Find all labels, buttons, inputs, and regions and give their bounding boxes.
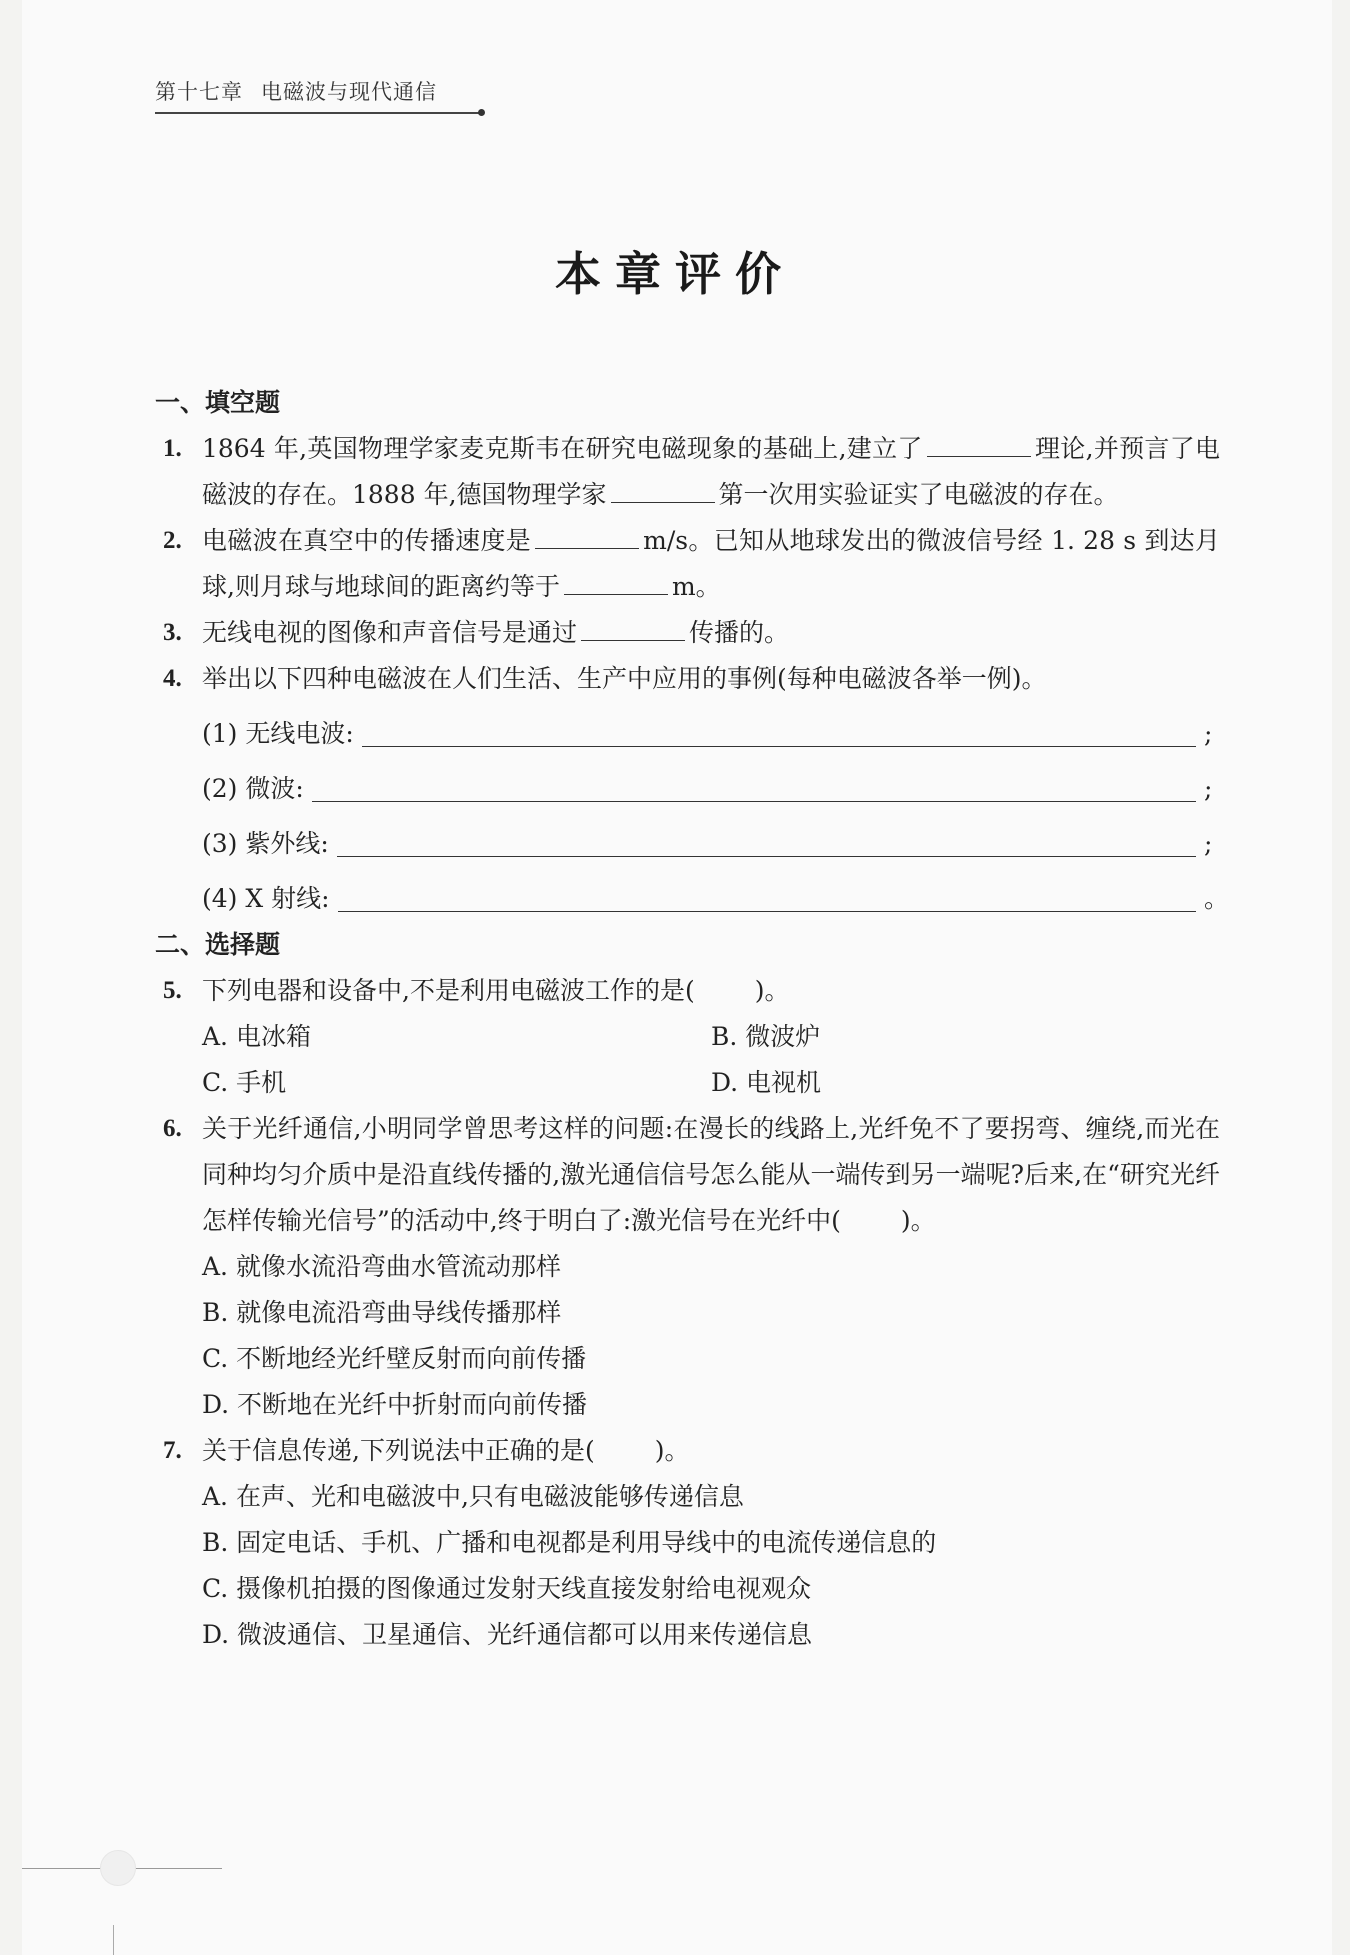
punctuation: ; [1204,719,1213,748]
answer-blank[interactable] [581,610,685,641]
question-text: m/s。已知从地球发出的微波信号经 1. 28 s 到达月球,则月球与地球间的距离约等于 [202,526,1220,601]
question-1 [155,426,1220,518]
question-text: 关于光纤通信,小明同学曾思考这样的问题:在漫长的线路上,光纤免不了要拐弯、缠绕,而光在同种均匀介质中是沿直线传播的,激光通信信号怎么能从一端传到另一端呢?后来,在“研究光纤怎样传输光信号”的活动中,终于明白了:激光信号在光纤中( [202,1114,1220,1235]
answer-row-radio [155,702,1220,757]
answer-label: (3) 紫外线: [202,829,329,858]
punctuation: 。 [1204,884,1230,913]
option-b[interactable]: B. 微波炉 [711,1022,821,1051]
question-text: )。 [754,976,790,1005]
answer-line[interactable] [338,911,1196,912]
question-text: 理论,并预言了电磁波的存在。1888 年,德国物理学家 [202,434,1221,509]
option-b[interactable]: B. 就像电流沿弯曲导线传播那样 [202,1298,562,1327]
answer-row-microwave [155,757,1220,812]
answer-label: (2) 微波: [202,774,304,803]
question-text: 下列电器和设备中,不是利用电磁波工作的是( [202,976,695,1005]
question-text: 传播的。 [689,618,790,647]
question-5 [155,968,1220,1014]
answer-blank[interactable] [535,518,639,549]
option-a[interactable]: A. 就像水流沿弯曲水管流动那样 [202,1252,561,1281]
question-text: 举出以下四种电磁波在人们生活、生产中应用的事例(每种电磁波各举一例)。 [202,664,1047,693]
question-number: 4. [163,665,182,692]
question-text: )。 [654,1436,690,1465]
answer-label: (4) X 射线: [202,884,330,913]
option-c[interactable]: C. 不断地经光纤壁反射而向前传播 [202,1344,587,1373]
section-multiple-choice: 二、选择题 [155,930,281,959]
question-number: 1. [163,435,182,462]
question-text: 电磁波在真空中的传播速度是 [202,526,532,555]
option-b[interactable]: B. 固定电话、手机、广播和电视都是利用导线中的电流传递信息的 [202,1528,937,1557]
footer-tick [113,1925,114,1955]
option-c[interactable]: C. 手机 [202,1068,287,1097]
question-number: 3. [163,619,182,646]
punctuation: ; [1204,829,1213,858]
options-row [155,1014,1220,1060]
exercise-content [155,380,1230,1658]
options-row [155,1060,1220,1106]
punctuation: ; [1204,774,1213,803]
header-rule [155,112,480,114]
option-d[interactable]: D. 不断地在光纤中折射而向前传播 [202,1390,588,1419]
option-c[interactable]: C. 摄像机拍摄的图像通过发射天线直接发射给电视观众 [202,1574,812,1603]
question-3 [155,610,1220,656]
option-a[interactable]: A. 在声、光和电磁波中,只有电磁波能够传递信息 [202,1482,744,1511]
question-number: 2. [163,527,182,554]
answer-blank[interactable] [564,564,668,595]
option-d[interactable]: D. 微波通信、卫星通信、光纤通信都可以用来传递信息 [202,1620,813,1649]
question-2 [155,518,1220,610]
question-text: 关于信息传递,下列说法中正确的是( [202,1436,595,1465]
question-7 [155,1428,1220,1474]
answer-label: (1) 无线电波: [202,719,354,748]
answer-line[interactable] [337,856,1196,857]
question-text: 无线电视的图像和声音信号是通过 [202,618,578,647]
question-text: 第一次用实验证实了电磁波的存在。 [718,480,1119,509]
answer-line[interactable] [312,801,1196,802]
answer-blank[interactable] [611,472,715,503]
option-a[interactable]: A. 电冰箱 [202,1022,311,1051]
answer-row-xray [155,867,1230,922]
question-text: )。 [900,1206,936,1235]
answer-line[interactable] [362,746,1196,747]
question-number: 7. [163,1437,182,1464]
question-number: 5. [163,977,182,1004]
chapter-title: 电磁波与现代通信 [261,80,437,104]
question-4 [155,656,1220,702]
section-fill-in: 一、填空题 [155,388,281,417]
question-text: 1864 年,英国物理学家麦克斯韦在研究电磁现象的基础上,建立了 [202,434,923,463]
answer-blank[interactable] [927,426,1031,457]
header-rule-dot [478,109,485,116]
chapter-number: 第十七章 [155,80,243,104]
question-6 [155,1106,1220,1244]
footer-page-marker [100,1850,136,1886]
question-number: 6. [163,1115,182,1142]
page-title: 本章评价 [555,247,795,301]
option-d[interactable]: D. 电视机 [711,1068,822,1097]
running-head [155,76,437,106]
question-text: m。 [671,572,721,601]
answer-row-ultraviolet [155,812,1220,867]
